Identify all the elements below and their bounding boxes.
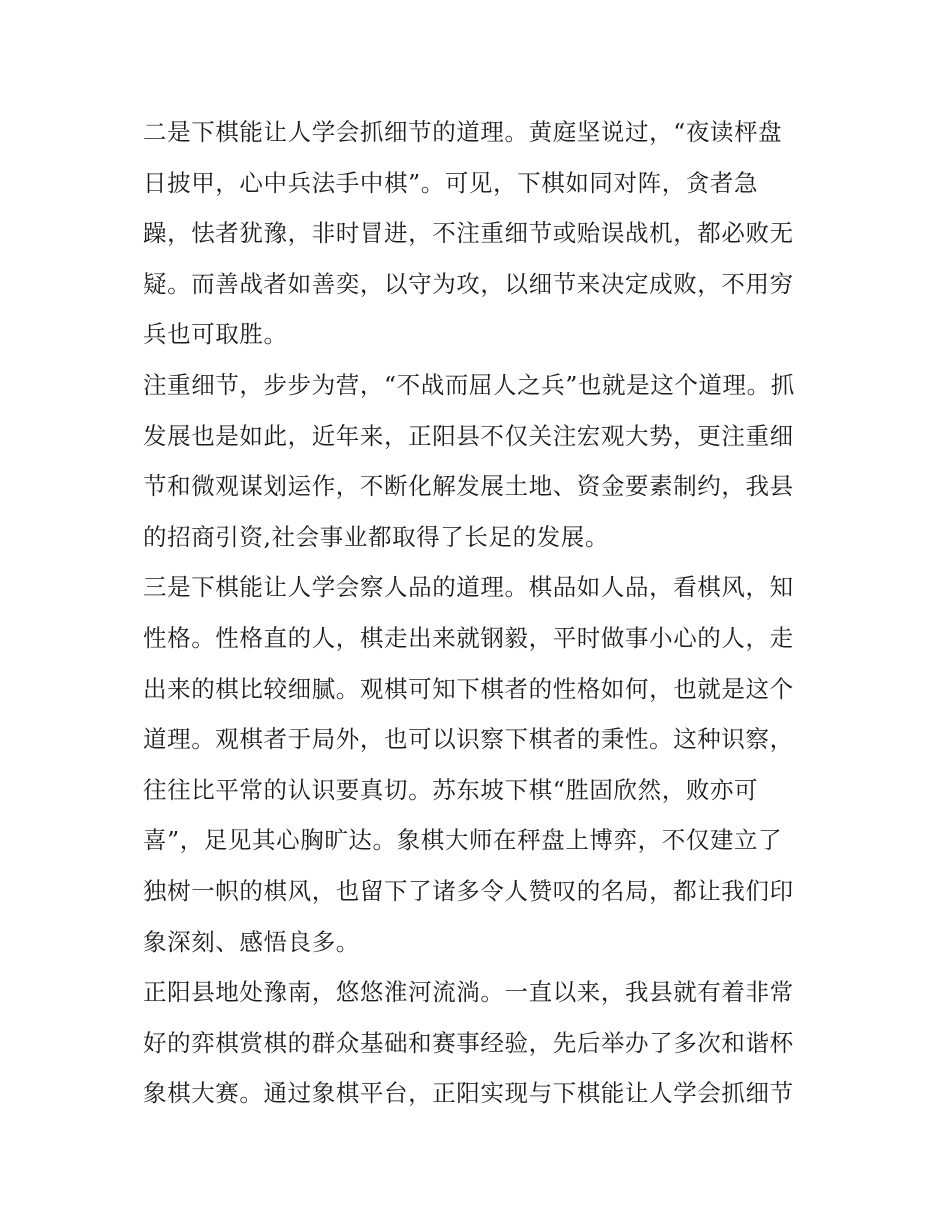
text-line: 性格。性格直的人，棋走出来就钢毅，平时做事小心的人，走 bbox=[143, 623, 794, 652]
text-line: 象棋大赛。通过象棋平台，正阳实现与下棋能让人学会抓细节 bbox=[143, 1079, 794, 1108]
text-line: 喜”，足见其心胸旷达。象棋大师在秤盘上博弈，不仅建立了 bbox=[143, 826, 783, 855]
text-line: 兵也可取胜。 bbox=[143, 320, 288, 349]
text-line: 出来的棋比较细腻。观棋可知下棋者的性格如何，也就是这个 bbox=[143, 674, 794, 703]
text-line: 躁，怯者犹豫，非时冒进，不注重细节或贻误战机，都必败无 bbox=[143, 219, 794, 248]
text-line: 日披甲，心中兵法手中棋”。可见，下棋如同对阵，贪者急 bbox=[143, 168, 759, 197]
text-line: 二是下棋能让人学会抓细节的道理。黄庭坚说过，“夜读枰盘 bbox=[143, 118, 783, 146]
text-line: 疑。而善战者如善奕，以守为攻，以细节来决定成败，不用穷 bbox=[143, 269, 794, 298]
text-line: 往往比平常的认识要真切。苏东坡下棋“胜固欣然，败亦可 bbox=[143, 775, 759, 804]
text-line: 独树一帜的棋风，也留下了诸多令人赞叹的名局，都让我们印 bbox=[143, 876, 794, 905]
text-line: 的招商引资,社会事业都取得了长足的发展。 bbox=[143, 522, 609, 551]
text-line: 三是下棋能让人学会察人品的道理。棋品如人品，看棋风，知 bbox=[143, 573, 794, 602]
text-line: 正阳县地处豫南，悠悠淮河流淌。一直以来，我县就有着非常 bbox=[143, 978, 794, 1007]
text-line: 象深刻、感悟良多。 bbox=[143, 927, 360, 956]
text-line: 道理。观棋者于局外，也可以识察下棋者的秉性。这种识察， bbox=[143, 725, 794, 754]
text-line: 发展也是如此，近年来，正阳县不仅关注宏观大势，更注重细 bbox=[143, 421, 794, 450]
body-text bbox=[143, 107, 815, 1119]
text-line: 好的弈棋赏棋的群众基础和赛事经验，先后举办了多次和谐杯 bbox=[143, 1028, 794, 1057]
text-line: 注重细节，步步为营，“不战而屈人之兵”也就是这个道理。抓 bbox=[143, 370, 795, 399]
text-line: 节和微观谋划运作，不断化解发展土地、资金要素制约，我县 bbox=[143, 472, 794, 501]
